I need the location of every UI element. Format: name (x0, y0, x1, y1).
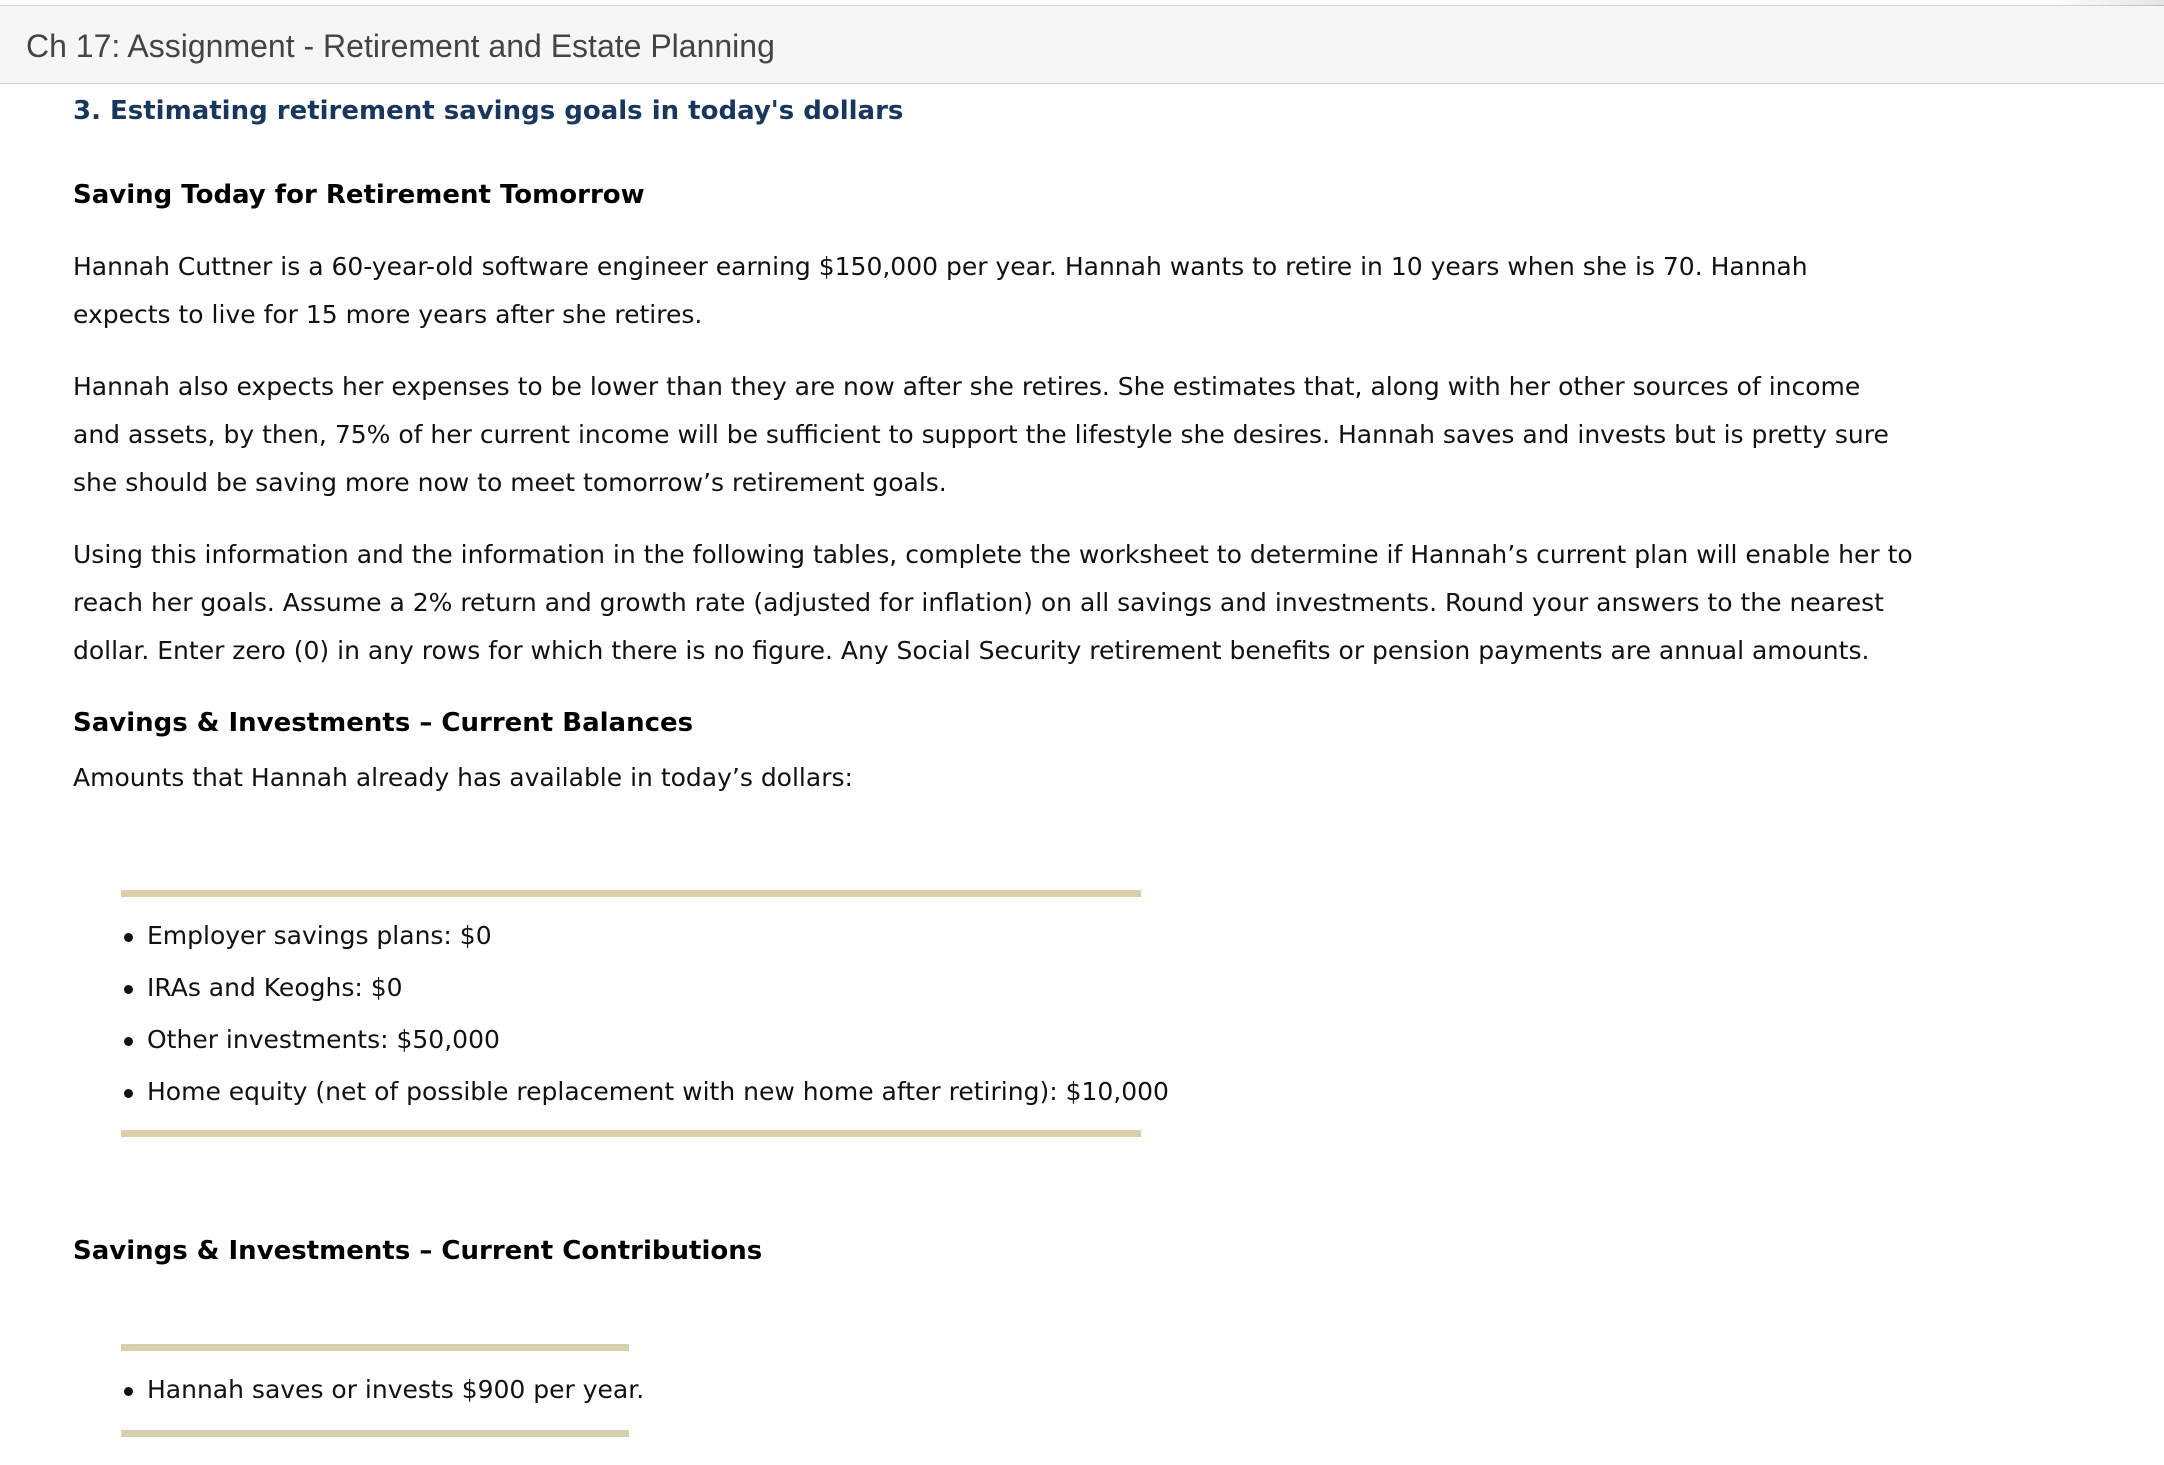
bullet-icon (124, 1387, 133, 1396)
list-item (121, 1066, 1169, 1118)
list-item-text: Hannah saves or invests $900 per year. (147, 1375, 645, 1404)
bullet-icon (124, 1037, 133, 1046)
question-heading: 3. Estimating retirement savings goals in today's dollars (73, 96, 904, 126)
list-item-text: Employer savings plans: $0 (147, 921, 492, 950)
balances-list (121, 910, 1169, 1118)
contributions-bottom-rule (121, 1430, 629, 1437)
intro-heading: Saving Today for Retirement Tomorrow (73, 180, 645, 210)
intro-paragraph-2: Hannah also expects her expenses to be lower than they are now after she retires. She estimates that, along with her other sources of income and assets, by then, 75% of her current income will be sufficient to support the lifestyle she desires. Hannah saves and invests but is pretty sure she should be saving more now to meet tomorrow’s retirement goals. (73, 372, 1889, 497)
list-item (121, 910, 1169, 962)
balances-bottom-rule (121, 1130, 1141, 1137)
list-item (121, 1014, 1169, 1066)
bullet-icon (124, 933, 133, 942)
contributions-top-rule (121, 1344, 629, 1351)
balances-top-rule (121, 890, 1141, 897)
list-item-text: Home equity (net of possible replacement with new home after retiring): $10,000 (147, 1077, 1169, 1106)
list-item-text: Other investments: $50,000 (147, 1025, 500, 1054)
assignment-header (0, 6, 2164, 84)
intro-paragraph-3: Using this information and the information in the following tables, complete the worksheet to determine if Hannah’s current plan will enable her to reach her goals. Assume a 2% return and growth rate (adjusted for inflation) on all savings and investments. Round your answers to the nearest dollar. Enter zero (0) in any rows for which there is no figure. Any Social Security retirement benefits or pension payments are annual amounts. (73, 540, 1913, 665)
list-item-text: IRAs and Keoghs: $0 (147, 973, 403, 1002)
assignment-title: Ch 17: Assignment - Retirement and Estate Planning (26, 28, 775, 64)
intro-paragraph-1: Hannah Cuttner is a 60-year-old software engineer earning $150,000 per year. Hannah wants to retire in 10 years when she is 70. Hannah expects to live for 15 more years after she retires. (73, 252, 1808, 329)
bullet-icon (124, 1089, 133, 1098)
list-item (121, 1364, 644, 1416)
contributions-heading: Savings & Investments – Current Contributions (73, 1236, 763, 1266)
balances-heading: Savings & Investments – Current Balances (73, 708, 694, 738)
contributions-list (121, 1364, 644, 1416)
list-item (121, 962, 1169, 1014)
balances-intro: Amounts that Hannah already has available in today’s dollars: (73, 763, 853, 792)
bullet-icon (124, 985, 133, 994)
